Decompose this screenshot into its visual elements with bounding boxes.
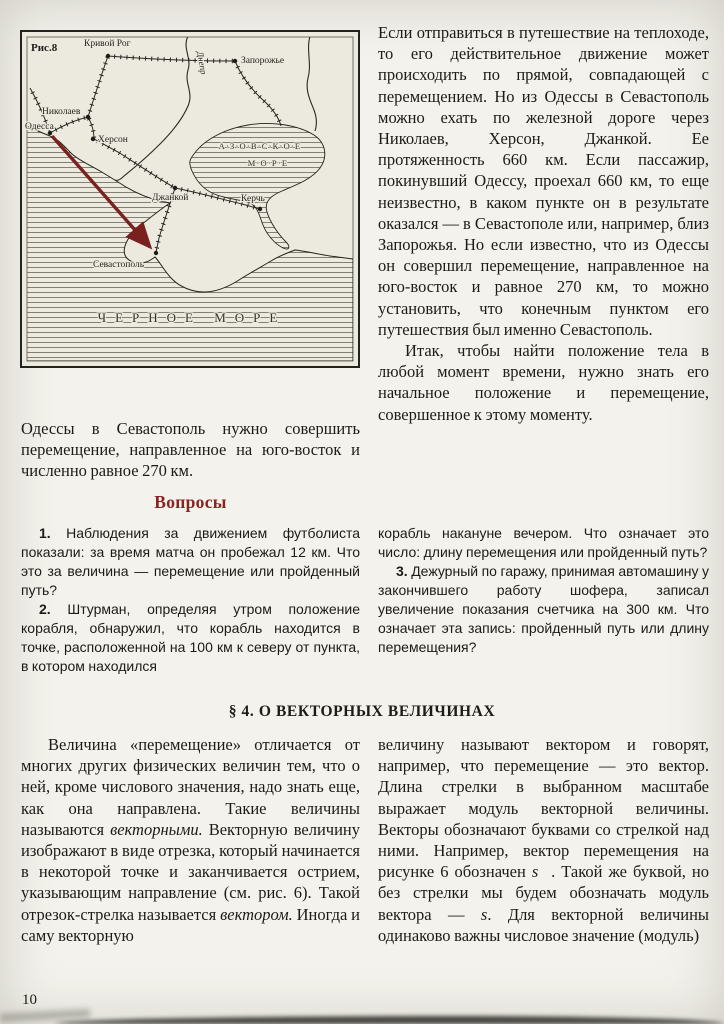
question-3-text: Дежурный по гаражу, принимая автомашину у закончившего работу шофера, записал увеличение показания счетчика на 300 км. Что означает эта запись: пройденный путь или длину перемещения? — [378, 563, 709, 655]
undermap-column — [21, 418, 360, 482]
map-label-black-sea: ЧЕРНОЕ МОРЕ — [97, 310, 287, 325]
section-right-column — [378, 734, 709, 946]
vector-left-seg0: Величина «перемещение» отличается от многих других физических величин тем, что о ней, кроме числового значения, надо знать еще, как она направлена. Такие величины называются — [21, 735, 360, 839]
question-1 — [21, 524, 360, 600]
question-3-number: 3. — [396, 563, 408, 579]
question-2-continuation: корабль накануне вечером. Что означает это число: длину перемещения или пройденный путь? — [378, 525, 709, 560]
map-label-zaporozhye: Запорожье — [241, 56, 285, 66]
vector-symbol-s-arrow: s⃗ — [531, 862, 552, 882]
intro-right-column — [378, 22, 709, 425]
map-label-nikolaev: Николаев — [42, 107, 81, 117]
map-label-azov-sea-1: А·З·О·В·С·К·О·Е — [218, 141, 302, 151]
map-svg — [20, 30, 360, 368]
question-1-text: Наблюдения за движением футболиста показали: за время матча он пробежал 12 км. Что это за величина — перемещение или пройденный путь? — [21, 525, 360, 598]
undermap-paragraph: Одессы в Севастополь нужно совершить перемещение, направленное на юго-восток и численно равное 270 км. — [21, 419, 360, 481]
question-3 — [378, 562, 709, 657]
questions-left-column — [21, 524, 360, 676]
question-2-text: Штурман, определяя утром положение корабля, обнаружил, что корабль находится в точке, расположенной на 100 км к северу от пункта, в котором находился — [21, 601, 360, 674]
vector-right-seg4: . Для векторной величины одинаково важны числовое значение (модуль) — [378, 904, 709, 945]
vector-left-term-vektorom: вектором. — [220, 904, 293, 924]
question-2 — [21, 600, 360, 676]
city-dot-kherson — [91, 137, 95, 141]
vector-symbol-s: s — [480, 904, 488, 924]
question-1-number: 1. — [39, 525, 51, 541]
scan-smudge-left — [0, 1009, 90, 1023]
city-dot-sevastopol — [154, 251, 158, 255]
city-dot-nikolaev — [86, 115, 90, 119]
map-label-sevastopol: Севастополь — [93, 260, 145, 270]
map-label-odessa: Одесса — [25, 122, 54, 132]
map-label-kerch: Керчь — [241, 194, 265, 204]
map-label-dzhankoy: Джанкой — [152, 193, 189, 203]
questions-right-column — [378, 524, 709, 657]
vector-left-seg4: Иногда и саму векторную — [21, 904, 360, 945]
vector-right-seg2: . Такой же буквой, но без стрелки мы будем обозначать модуль вектора — — [378, 862, 709, 924]
city-dot-zaporozhye — [233, 59, 237, 63]
questions-heading: Вопросы — [154, 492, 227, 512]
vector-left-term-vectornymi: векторными. — [110, 819, 203, 839]
city-dot-krivoy-rog — [106, 54, 110, 58]
vector-right-seg0: величину называют вектором и говорят, например, что перемещение — это вектор. Длина стрелки в выбранном масштабе выражает модуль векторной величины. Векторы обозначают буквами со стрелкой над ними. Например, вектор перемещения на рисунке 6 обозначен — [378, 735, 709, 882]
vector-left-seg2: Векторную величину изображают в виде отрезка, который начинается в некоторой точке и заканчивается острием, указывающим направление (см. рис. 6). Такой отрезок-стрелка называется — [21, 819, 360, 924]
map-label-kherson: Херсон — [98, 135, 128, 145]
city-dot-dzhankoy — [173, 186, 177, 190]
vector-paragraph-left — [21, 734, 360, 946]
scan-smudge-bottom — [55, 1016, 724, 1024]
section-left-column — [21, 734, 360, 946]
city-dot-kerch — [258, 207, 262, 211]
map-label-azov-sea-2: М·О·Р·Е — [247, 158, 289, 168]
map-label-dnepr: Днепр — [195, 50, 209, 76]
question-2-number: 2. — [39, 601, 51, 617]
vector-paragraph-right — [378, 734, 709, 946]
intro-paragraph-2: Итак, чтобы найти положение тела в любой момент времени, нужно знать его начальное положение и перемещение, совершенное к этому моменту. — [378, 341, 709, 424]
map-label-krivoy-rog: Кривой Рог — [84, 39, 131, 49]
figure-caption: Рис.8 — [31, 42, 58, 54]
figure-map — [20, 30, 360, 368]
page-number: 10 — [22, 992, 37, 1008]
intro-paragraph-1: Если отправиться в путешествие на теплоходе, то его действительное движение может происходить по прямой, совпадающей с перемещением. Но из Одессы в Севастополь можно ехать по железной дороге через Николаев, Херсон, Джанкой. Ее протяженность 660 км. Если пассажир, покинувший Одессу, проехал 660 км, то еще неизвестно, в каком пункте он в результате оказался — в Севастополе или, например, близ Запорожья. Но если известно, что из Одессы он совершил перемещение, направленное на юго-восток и равное 270 км, то можно установить, что конечным пунктом его путешествия был именно Севастополь. — [378, 23, 709, 339]
section-heading: § 4. О ВЕКТОРНЫХ ВЕЛИЧИНАХ — [228, 703, 496, 720]
